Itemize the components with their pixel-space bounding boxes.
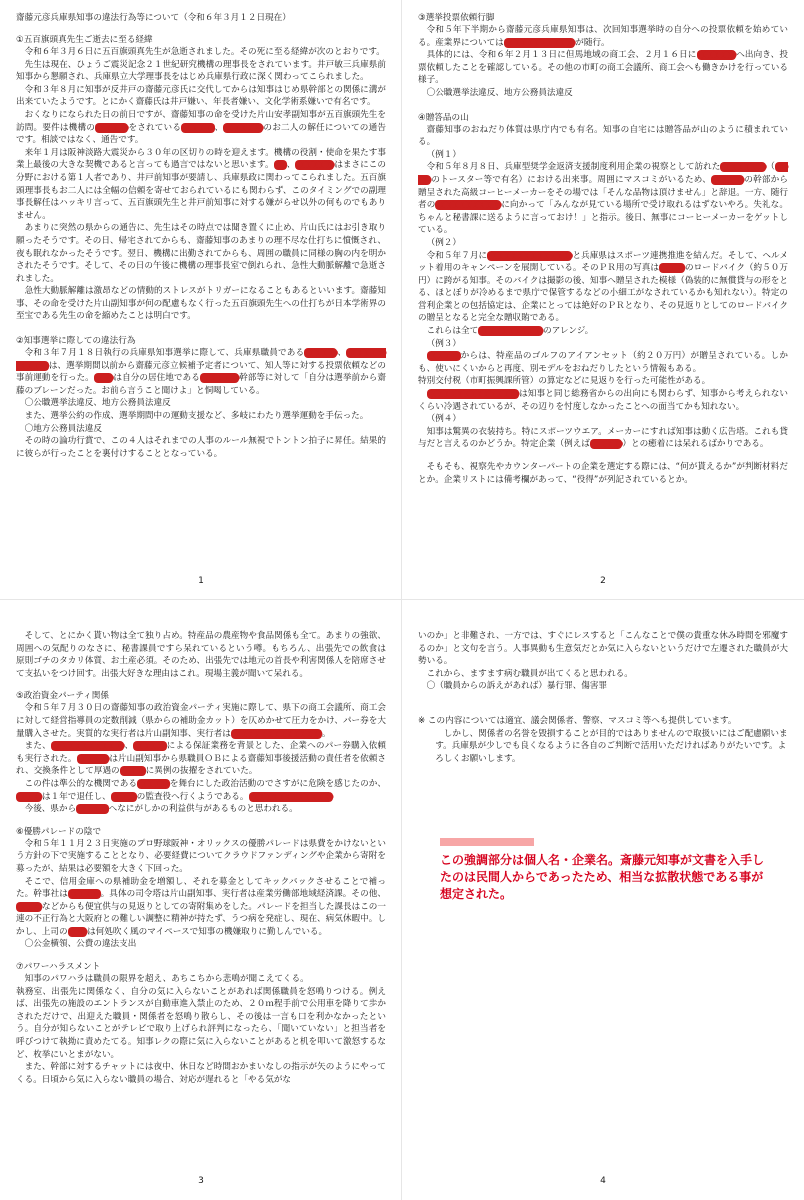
redaction-mark: ●●●●● [589, 439, 623, 450]
redaction-mark: ●●●●● [95, 122, 129, 133]
redaction-mark: ●●● [67, 926, 88, 937]
page-number: 2 [600, 576, 606, 586]
redaction-mark: ●●●●● [76, 753, 110, 764]
redaction-mark: ●●●●●●●●●●●●● [487, 250, 573, 261]
section-2-paragraph: 令和３年７月１８日執行の兵庫県知事選挙に際して、兵庫県職員である●●●●●、●●●●●●●●●●●は、選挙期間以前から齋藤元彦立候補予定者について、知人等に対する投票依頼などの事前運動を行った。●●●は自分の居住地である●●●●●●幹部等に対して「自分は選挙前から齋藤のブレーンだった。お前ら言うこと聞けよ」と恫喝している。 [16, 348, 386, 396]
section-5-paragraph: また、●●●●●●●●●●●、●●●●●による保証業務を背景とした、企業へのパー券購入依頼も実行された。●●●●●は片山副知事から県職員ＯＢによる齋藤知事後援活動の責任者を依頼され、交換条件として厚遇の●●●●に異例の抜擢をされていた。 [16, 741, 386, 777]
example-paragraph: 令和５年７月に●●●●●●●●●●●●●と兵庫県はスポーツ連携推進を結んだ。そして、ヘルメット着用のキャンペーンを展開している。そのＰＲ用の写真は●●●●のロードバイク（約５０万円）に跨がる知事。そのバイクは撮影の後、知事へ贈呈された模様（偽装的に無償貸与の形をとる、ほとぼりが冷めるまで県庁で保管するなどの小細工がなされているかも知れない）。特定の営利企業との包括協定は、企業にとっては絶好のＰＲとなり、その見返りとしてのロードバイクの贈呈となると完全な贈収賄である。 [418, 250, 788, 324]
section-6-paragraph: 令和５年１１月２３日実施のプロ野球阪神・オリックスの優勝パレードは県費をかけないという方針の下で実施することとなり、必要経費についてクラウドファンディングや企業から寄附を募ったが、結果は必要額を大きく下回った。 [16, 838, 386, 874]
redaction-mark: ●●●● [16, 791, 42, 802]
redaction-mark: ●●●●●●●●●●●●●● [230, 728, 322, 739]
section-2-paragraph: また、選挙公約の作成、選挙期間中の運動支援など、多岐にわたり選挙運動を手伝った。 [24, 411, 369, 422]
section-1-heading: ①五百旗頭真先生ご逝去に至る経緯 [16, 35, 153, 45]
disclaimer-note [418, 715, 788, 765]
section-3-paragraph: 具体的には、令和６年２月１３日に但馬地域の商工会、２月１６日に●●●●●●へ出向き、投票依頼したことを確認している。その他の市町の商工会議所、商工会へも働きかけを行っている様子。 [418, 50, 788, 86]
example-heading: （例４） [426, 414, 461, 425]
section-5-paragraph: この件は準公的な機関である●●●●●を舞台にした政治活動のでさすがに危険を感じたのか、●●●●は１年で退任し、●●●●の監査役へ行くようである。●●●●●●●●●●●●● [16, 778, 386, 802]
example-heading: （例２） [426, 237, 461, 248]
example-paragraph: 令和５年８月８日、兵庫型奨学金返済支援制度利用企業の視察として訪れた●●●●●●●（●●●●のトースター等で有名）における出来事。周囲にマスコミがいるため、●●●●●の幹部から贈呈された高級コーヒーメーカーをその場では「そんな品物は頂けません」と辞退。一方、随行者の●●●●●●●●●●に向かって「みんなが見ている場所で受け取れるはずないやろ。失礼な。ちゃんと秘書課に送るように言っておけ！」と指示。後日、無事にコーヒーメーカーをゲットしている。 [418, 162, 788, 236]
redaction-mark: ●●● [93, 373, 114, 384]
redaction-mark: ●●●●●● [696, 50, 737, 61]
redaction-mark: ●●●●● [181, 122, 215, 133]
redaction-mark: ●●●●● [137, 778, 170, 789]
redaction-mark: ●●●●●● [295, 160, 335, 171]
redaction-mark: ●● [273, 160, 287, 171]
redaction-mark: ●●●●● [76, 804, 109, 815]
callout-highlight-bar [440, 838, 534, 846]
redaction-mark: ●●●●●●●●●●●●●● [426, 389, 520, 400]
document-page-1 [4, 2, 398, 598]
disclaimer-line: ※ この内容については適宜、議会関係者、警察、マスコミ等へも提供しています。 [418, 715, 737, 726]
redaction-mark: ●●●●●●●●●●● [503, 37, 576, 48]
section-6-heading: ⑥優勝パレードの陰で [16, 826, 102, 837]
section-3-heading: ③選挙投票依頼行脚 [418, 13, 495, 23]
horizontal-page-divider [0, 599, 804, 600]
section-1-paragraph: 先生は現在、ひょうご震災記念２１世紀研究機構の理事長をされています。井戸敏三兵庫県前知事から懇願され、兵庫県立大学理事長をはじめ兵庫県行政に深く関わってこられました。 [16, 59, 386, 83]
redaction-mark: ●●●●●● [199, 373, 240, 384]
section-3-paragraph: 令和５年下半期から齋藤元彦兵庫県知事は、次回知事選挙時の自分への投票依頼を始めている。産業界については●●●●●●●●●●●が随行。 [418, 25, 788, 48]
example-heading: （例３） [426, 338, 461, 349]
redaction-mark: ●●●●●●●●●● [478, 326, 544, 337]
section-1-paragraph: 来年１月は阪神淡路大震災から３０年の区切りの時を迎えます。機構の役割・使命を果たす事業上最後の大きな契機であると言っても過言ではないと思います。●●、●●●●●●はまさにこの分野における第１人者であり、井戸前知事が要請し、兵庫県政に関わってこられました。五百旗頭理事長もお二人には全幅の信頼を寄せておられているにも関わらず、このタイミングでの副理事長解任はハッキリ言って、五百旗頭先生と井戸前知事に対する嫌がらせ以外の何ものでもありません。 [16, 147, 386, 221]
law-note: 〇公金横領、公費の違法支出 [24, 939, 137, 950]
redaction-mark: ●●●●● [67, 889, 101, 900]
redaction-mark: ●●●●●● [223, 122, 264, 133]
law-note: 〇地方公務員法違反 [24, 423, 102, 434]
example-paragraph: 特別交付税（市町振興課所管）の算定などに見返りを行った可能性がある。 [418, 376, 711, 387]
section-7-heading: ⑦パワーハラスメント [16, 962, 101, 973]
section-7-paragraph: また、幹部に対するチャットには夜中、休日など時間おかまいなしの指示が矢のようにやってくる。日頃から気に入らない職員の場合、対応が遅れると「やる気がな [16, 1062, 386, 1085]
page-number: 1 [198, 576, 204, 586]
continued-paragraph: これから、ますます病む職員が出てくると思われる。 [426, 668, 633, 679]
document-title: 齋藤元彦兵庫県知事の違法行為等について（令和６年３月１２日現在） [16, 13, 291, 23]
section-2-paragraph: その時の論功行賞で、この４人はそれまでの人事のルール無視でトントン拍子に昇任。結果的に彼らが行ったことを裏付けすることとなっている。 [16, 436, 386, 459]
continued-paragraph: いのか」と非難され、一方では、すぐにレスすると「こんなことで僕の貴重な休み時間を邪魔するのか」と文句を言う。人事異動も生意気だとか気に入らないというだけで左遷された職員が大勢いる。 [418, 631, 788, 667]
section-4-heading: ④贈答品の山 [418, 112, 469, 123]
section-1-paragraph: 急性大動脈解離は激昂などの情動的ストレスがトリガーになることもあるといいます。齋藤知事、その命を受けた片山副知事が何の配慮もなく行った五百旗頭先生への仕打ちが日本学術界の至宝である先生の命を縮めたことは明白です。 [16, 286, 386, 322]
section-6-paragraph: そこで、信用金庫への県補助金を増額し、それを募金としてキックバックさせることで補った。幹事社は●●●●●。具体の司令塔は片山副知事、実行者は産業労働部地域経済課。その他、●●●●などからも便宜供与の見返りとしての寄附集めをした。パレードを担当した課長はこの一連の不正行為と大阪府との難しい調整に精神が持たず、うつ病を発症し、現在、病気休暇中。しかし、上司の●●●は何処吹く風のマイペースで知事の機嫌取りに勤しんでいる。 [16, 876, 386, 937]
law-note: 〇公職選挙法違反、地方公務員法違反 [24, 398, 171, 409]
redaction-mark: ●●●●● [304, 348, 338, 359]
redaction-mark: ●●●●● [426, 351, 461, 362]
vertical-page-divider [401, 0, 402, 1200]
annotation-callout [440, 838, 770, 903]
page-number: 4 [600, 1176, 606, 1186]
section-2-heading: ②知事選挙に際しての違法行為 [16, 336, 136, 347]
section-1-paragraph: あまりに突然の県からの通告に、先生はその時点では聞き置くに止め、片山氏にはお引き取り願ったそうです。その日、帰宅されてからも、齋藤知事のあまりの理不尽な仕打ちに憤慨され、夜も眠れなかったそうです。翌日、機構に出勤されてからも、周囲の職員に同様の胸の内を明かされたそうです。そして、その日の午後に機構の理事長室で倒れられ、急性大動脈解離で急逝されました。 [16, 223, 386, 284]
law-note: 〇公職選挙法違反、地方公務員法違反 [426, 87, 573, 98]
redaction-mark: ●●●●● [133, 741, 167, 752]
redaction-mark: ●●●●●●●●●●●●● [248, 791, 333, 802]
redaction-mark: ●●●●●●● [720, 162, 767, 173]
section-4-paragraph: 齋藤知事のおねだり体質は県庁内でも有名。知事の自宅には贈答品が山のように積まれている。 [418, 124, 788, 148]
section-1-paragraph: 令和６年３月６日に五百旗頭真先生が急逝されました。その死に至る経緯が次のとおりです。 [24, 47, 385, 57]
disclaimer-line: しかし、関係者の名誉を毀損することが目的ではありませんので取扱いにはご配慮願います。兵庫県が少しでも良くなるように各自のご判断で活用いただければありがたいです。よろしくお願いします。 [435, 728, 788, 764]
example-paragraph: これらは全て●●●●●●●●●●のアレンジ。 [426, 326, 594, 337]
redaction-mark: ●●●●●●●●●●● [16, 348, 386, 371]
redaction-mark: ●●●● [119, 766, 146, 777]
example-paragraph: ●●●●●●●●●●●●●●は知事と同じ総務省からの出向にも関わらず、知事から考えられないくらい冷遇されているが、その辺りを忖度しなかったことへの面当てかも知れない。 [418, 389, 788, 412]
section-5-paragraph: 令和５年７月３０日の齋藤知事の政治資金パーティ実施に際して、県下の商工会議所、商工会に対して経営指導員の定数削減（県からの補助金カット）を仄めかせて圧力をかけ、パー券を大量購入させた。実質的な実行者は片山副知事、実行者は●●●●●●●●●●●●●●。 [16, 703, 386, 739]
example-heading: （例１） [426, 149, 461, 160]
redaction-mark: ●●●●●●●●●● [435, 200, 502, 211]
example-paragraph: 知事は驚異の衣装持ち。特にスポーツウエア。メーカーにすれば知事は動く広告塔。これも貸与だと言えるのかどうか。特定企業（例えば●●●●●）との癒着には呆れるばかりである。 [418, 426, 788, 450]
redaction-mark: ●●●●●●●●●●● [50, 741, 125, 752]
redaction-mark: ●●●● [16, 901, 43, 912]
redaction-mark: ●●●●● [711, 174, 745, 185]
example-paragraph: ●●●●●からは、特産品のゴルフのアイアンセット（約２０万円）が贈呈されている。しかも、使いにくいからと再度、別モデルをおねだりしたという情報もある。 [418, 351, 788, 374]
section-1-paragraph: 令和３年８月に知事が反井戸の齋藤元彦氏に交代してからは知事はじめ県幹部との関係に溝が出来ていたようです。とにかく齋藤氏は井戸嫌い、年長者嫌い、文化学術系嫌いで有名です。 [16, 84, 386, 108]
law-note: 〇（職員からの訴えがあれば）暴行罪、傷害罪 [426, 681, 608, 692]
redaction-mark: ●●●● [418, 162, 788, 185]
section-7-paragraph: 知事のパワハラは職員の限界を超え、あちこちから悲鳴が聞こえてくる。 [24, 974, 309, 985]
redaction-mark: ●●●● [658, 263, 685, 274]
section-1-paragraph: おくなりになられた日の前日ですが、齋藤知事の命を受けた片山安孝副知事が五百旗頭先生を訪問。要件は機構の●●●●●をされている●●●●●、●●●●●●のお二人の解任についての通告です。相談ではなく、通告です。 [16, 109, 386, 146]
section-7-paragraph: 執務室、出張先に関係なく、自分の気に入らないことがあれば関係職員を怒鳴りつける。例えば、出張先の施設のエントランスが自動車進入禁止のため、２０ｍ程手前で公用車を降りて歩かされただけで、出迎えた職員・関係者を怒鳴り散らし、その後は一言も口を利かなかったという。自分が知らないことがテレビで取り上げられ評判になったら、「聞いていない」と担当者を呼びつけて執拗に責めたてる。知事レクの際に気に入らないことがあると机を叩いて激怒するなど、枚挙にいとまがない。 [16, 986, 386, 1060]
redaction-mark: ●●●● [110, 791, 137, 802]
document-page-2 [406, 2, 800, 598]
section-5-paragraph: 今後、県から●●●●●へなにがしかの利益供与があるものと思われる。 [24, 804, 298, 815]
page-number: 3 [198, 1176, 204, 1186]
continued-paragraph: そして、とにかく貰い物は全て独り占め。特産品の農産物や食品関係も全て。あまりの強欲、周囲への気配りのなさに、秘書課員ですら呆れているという噂。もちろん、出張先での飲食は原則ゴチのタカリ体質、お土産必須。そのため、出張先では地元の首長や利害関係人を陪席させて支払いをつけ回す。出張大好きな理由はこれ。現場主義が聞いて呆れる。 [16, 631, 386, 679]
callout-text: この強調部分は個人名・企業名。斎藤元知事が文書を入手したのは民間人からであったため、相当な拡散状態である事が想定された。 [440, 853, 765, 901]
section-4-paragraph: そもそも、視察先やカウンターパートの企業を選定する際には、“何が貰えるか”が判断材料だとか。企業リストには備考欄があって、“役得”が列記されているとか。 [418, 462, 788, 485]
section-5-heading: ⑤政治資金パーティ関係 [16, 691, 109, 702]
document-page-3 [4, 602, 398, 1198]
